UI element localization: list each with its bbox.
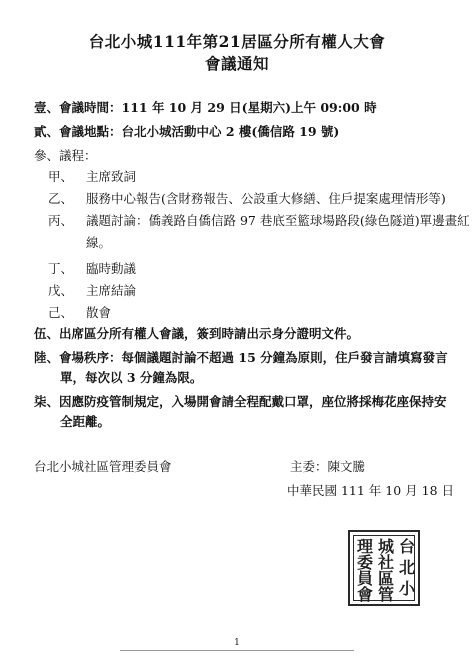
document-title: 台北小城111年第21居區分所有權人大會 <box>88 32 386 51</box>
agenda-mark: 甲、 <box>48 169 74 184</box>
agenda-text: 臨時動議 <box>86 261 137 276</box>
seal-char: 社 <box>377 553 394 572</box>
item-mark: 柒、 <box>34 394 60 409</box>
item-text: 會議地點：台北小城活動中心 2 樓(僑信路 19 號) <box>59 124 340 139</box>
seal-char: 會 <box>356 585 373 604</box>
item-meeting-order <box>34 350 448 366</box>
agenda-text: 主席致詞 <box>86 169 137 184</box>
agenda-item-2 <box>48 191 446 207</box>
page-number: 1 <box>234 638 240 648</box>
seal-char: 台 <box>398 537 415 556</box>
item-text: 會場秩序：每個議題討論不超過 15 分鐘為原則，住戶發言請填寫發言 <box>59 350 448 365</box>
item-text: 議程： <box>59 148 97 163</box>
item-meeting-time <box>34 100 377 116</box>
agenda-item-1 <box>48 169 136 185</box>
item-mark: 陸、 <box>34 350 60 365</box>
item-mark: 貳、 <box>34 124 60 139</box>
agenda-mark: 己、 <box>48 305 74 320</box>
item-epidemic-rules <box>34 394 447 410</box>
seal-char: 委 <box>356 553 373 572</box>
item-text: 會議時間：111 年 10 月 29 日(星期六)上午 09:00 時 <box>59 100 377 115</box>
agenda-text: 主席結論 <box>86 283 137 298</box>
item-epidemic-rules-continuation: 全距離。 <box>60 414 111 429</box>
item-agenda <box>34 148 97 164</box>
seal-char: 員 <box>356 569 373 588</box>
organization-name: 台北小城社區管理委員會 <box>34 459 172 474</box>
item-text: 出席區分所有權人會議，簽到時請出示身分證明文件。 <box>59 326 360 341</box>
seal-char: 管 <box>377 585 394 604</box>
item-meeting-order-continuation: 單，每次以 3 分鐘為限。 <box>60 370 203 385</box>
item-mark: 參、 <box>34 148 60 163</box>
agenda-text: 散會 <box>86 305 112 320</box>
seal-char: 北 <box>398 558 415 577</box>
agenda-item-3-continuation: 線。 <box>86 235 112 250</box>
item-mark: 壹、 <box>34 100 60 115</box>
document-subtitle: 會議通知 <box>204 54 269 73</box>
seal-char: 小 <box>398 579 415 598</box>
issue-date: 中華民國 111 年 10 月 18 日 <box>287 483 455 498</box>
agenda-mark: 戊、 <box>48 283 74 298</box>
item-text: 因應防疫管制規定，入場開會請全程配戴口罩，座位將採梅花座保持安 <box>59 394 447 409</box>
item-meeting-place <box>34 124 339 140</box>
agenda-item-6 <box>48 305 111 321</box>
agenda-item-4 <box>48 261 136 277</box>
agenda-mark: 丁、 <box>48 261 74 276</box>
item-mark: 伍、 <box>34 326 60 341</box>
agenda-item-3 <box>48 213 470 229</box>
agenda-text: 議題討論：僑義路自僑信路 97 巷底至籃球場路段(綠色隧道)單邊畫紅 <box>86 213 470 228</box>
seal-char: 理 <box>356 537 373 556</box>
agenda-item-5 <box>48 283 136 299</box>
seal-char: 區 <box>377 569 394 588</box>
agenda-mark: 丙、 <box>48 213 74 228</box>
agenda-mark: 乙、 <box>48 191 74 206</box>
chairman-name: 主委：陳文騰 <box>290 459 366 474</box>
community-seal <box>348 530 420 606</box>
agenda-text: 服務中心報告(含財務報告、公設重大修繕、住戶提案處理情形等) <box>86 191 446 206</box>
seal-char: 城 <box>377 537 394 556</box>
item-attendance <box>34 326 359 342</box>
footer-divider <box>120 650 354 651</box>
